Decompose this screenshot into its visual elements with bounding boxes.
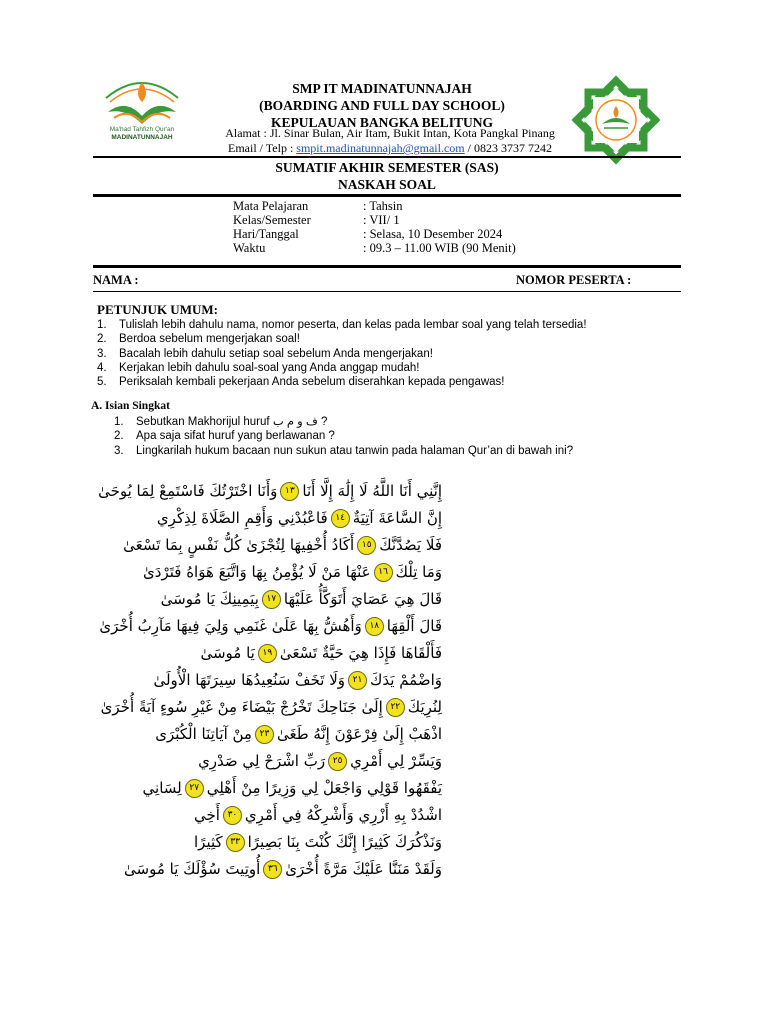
ayah-marker-icon: ٢١	[348, 671, 367, 690]
email-link[interactable]: smpit.madinatunnajah@gmail.com	[296, 141, 465, 155]
name-divider	[93, 291, 681, 292]
quran-line: وَمَا تِلْكَ١٦عَنْهَا مَنْ لَا يُؤْمِنُ بِهَا وَاتَّبَعَ هَوَاهُ فَتَرْدَىٰ	[143, 563, 442, 581]
school-name: SMP IT MADINATUNNAJAH	[292, 81, 472, 96]
ayah-marker-icon: ١٧	[262, 590, 281, 609]
title-divider	[93, 194, 681, 197]
info-row-date: Hari/Tanggal : Selasa, 10 Desember 2024	[233, 227, 503, 241]
ayah-marker-icon: ٣٣	[226, 833, 245, 852]
instruction-item: 2. Berdoa sebelum mengerjakan soal!	[97, 333, 300, 346]
quran-line: إِنَّنِي أَنَا اللَّهُ لَا إِلَٰهَ إِلَّا أَنَا١٣وَأَنَا اخْتَرْتُكَ فَاسْتَمِعْ لِمَا يُوحَىٰ	[98, 482, 442, 500]
school-contact: Email / Telp : smpit.madinatunnajah@gmail.com / 0823 3737 7242	[228, 141, 552, 155]
info-row-class: Kelas/Semester : VII/ 1	[233, 213, 400, 227]
ayah-marker-icon: ٢٧	[185, 779, 204, 798]
ayah-marker-icon: ١٥	[357, 536, 376, 555]
ayah-marker-icon: ١٦	[374, 563, 393, 582]
school-address: Alamat : Jl. Sinar Bulan, Air Itam, Bukit Intan, Kota Pangkal Pinang	[225, 126, 555, 140]
info-divider	[93, 265, 681, 268]
ayah-marker-icon: ٣٦	[263, 860, 282, 879]
instruction-item: 1. Tulislah lebih dahulu nama, nomor peserta, dan kelas pada lembar soal yang telah tersedia!	[97, 319, 587, 331]
quran-line: وَاضْمُمْ يَدَكَ٢١وَلَا تَخَفْ سَنُعِيدُهَا سِيرَتَهَا الْأُولَىٰ	[153, 671, 442, 689]
ayah-marker-icon: ٢٥	[328, 752, 347, 771]
ayah-marker-icon: ١٤	[331, 509, 350, 528]
exam-title: SUMATIF AKHIR SEMESTER (SAS)	[275, 160, 499, 175]
question-item: 1. Sebutkan Makhorijul huruf ف و م ب ?	[114, 416, 328, 428]
exam-subtitle: NASKAH SOAL	[338, 177, 436, 192]
student-number-label: NOMOR PESERTA :	[516, 273, 632, 287]
school-logo-left	[96, 68, 188, 148]
info-row-subject: Mata Pelajaran : Tahsin	[233, 199, 403, 213]
ayah-marker-icon: ٢٢	[386, 698, 405, 717]
quran-line: قَالَ أَلْقِهَا١٨وَأَهُشُّ بِهَا عَلَىٰ غَنَمِي وَلِيَ فِيهَا مَآرِبُ أُخْرَىٰ	[99, 617, 442, 635]
quran-line: إِنَّ السَّاعَةَ آتِيَةٌ١٤فَاعْبُدْنِي وَأَقِمِ الصَّلَاةَ لِذِكْرِي	[156, 509, 442, 527]
instruction-item: 4. Kerjakan lebih dahulu soal-soal yang Anda anggap mudah!	[97, 361, 420, 374]
ayah-marker-icon: ١٣	[280, 482, 299, 501]
logo-caption-2: MADINATUNNAJAH	[111, 134, 173, 141]
question-item: 3. Lingkarilah hukum bacaan nun sukun atau tanwin pada halaman Qur’an di bawah ini?	[114, 444, 574, 457]
quran-page-image	[98, 478, 442, 898]
quran-line: يَفْقَهُوا قَوْلِي وَاجْعَلْ لِي وَزِيرًا مِنْ أَهْلِي٢٧لِسَانِي	[142, 779, 442, 797]
quran-line: وَنَذْكُرَكَ كَثِيرًا إِنَّكَ كُنْتَ بِنَا بَصِيرًا٣٣كَثِيرًا	[194, 833, 442, 851]
quran-line: لِنُرِيَكَ٢٢إِلَىٰ جَنَاحِكَ تَخْرُجْ بَيْضَاءَ مِنْ غَيْرِ سُوءٍ آيَةً أُخْرَىٰ	[100, 698, 442, 716]
ayah-marker-icon: ٣٠	[223, 806, 242, 825]
quran-line: فَلَا يَصُدَّنَّكَ١٥أَكَادُ أُخْفِيهَا لِتُجْزَىٰ كُلُّ نَفْسٍ بِمَا تَسْعَىٰ	[123, 536, 442, 554]
instructions-heading: PETUNJUK UMUM:	[97, 302, 218, 317]
quran-line: قَالَ هِيَ عَصَايَ أَتَوَكَّأُ عَلَيْهَا١٧بِيَمِينِكَ يَا مُوسَىٰ	[160, 590, 442, 608]
student-name-label: NAMA :	[93, 273, 139, 287]
ayah-marker-icon: ١٨	[365, 617, 384, 636]
section-a-questions	[114, 415, 694, 458]
ayah-marker-icon: ١٩	[258, 644, 277, 663]
header-divider	[93, 156, 681, 158]
info-row-time: Waktu : 09.3 – 11.00 WIB (90 Menit)	[233, 241, 516, 255]
question-item: 2. Apa saja sifat huruf yang berlawanan ?	[114, 430, 335, 443]
school-region: KEPULAUAN BANGKA BELITUNG	[270, 115, 494, 130]
instructions-list	[97, 318, 687, 389]
quran-line: اشْدُدْ بِهِ أَزْرِي وَأَشْرِكْهُ فِي أَمْرِي٣٠أَخِي	[193, 806, 442, 824]
ayah-marker-icon: ٢٣	[255, 725, 274, 744]
instruction-item: 3. Bacalah lebih dahulu setiap soal sebelum Anda mengerjakan!	[97, 347, 433, 360]
quran-line: وَيَسِّرْ لِي أَمْرِي٢٥رَبِّ اشْرَحْ لِي صَدْرِي	[198, 752, 442, 770]
quran-line: فَأَلْقَاهَا فَإِذَا هِيَ حَيَّةٌ تَسْعَىٰ١٩يَا مُوسَىٰ	[200, 644, 442, 662]
instruction-item: 5. Periksalah kembali pekerjaan Anda sebelum diserahkan kepada pengawas!	[97, 376, 505, 389]
quran-line: وَلَقَدْ مَنَنَّا عَلَيْكَ مَرَّةً أُخْرَىٰ٣٦أُوتِيتَ سُؤْلَكَ يَا مُوسَىٰ	[124, 860, 442, 878]
quran-line: اذْهَبْ إِلَىٰ فِرْعَوْنَ إِنَّهُ طَغَىٰ٢٣مِنْ آيَاتِنَا الْكُبْرَى	[155, 725, 442, 743]
exam-info-table	[233, 199, 563, 255]
logo-caption-1: Ma'had Tahfizh Qur'an	[109, 126, 175, 133]
section-a-heading: A. Isian Singkat	[91, 400, 170, 412]
school-type: (BOARDING AND FULL DAY SCHOOL)	[259, 98, 505, 113]
